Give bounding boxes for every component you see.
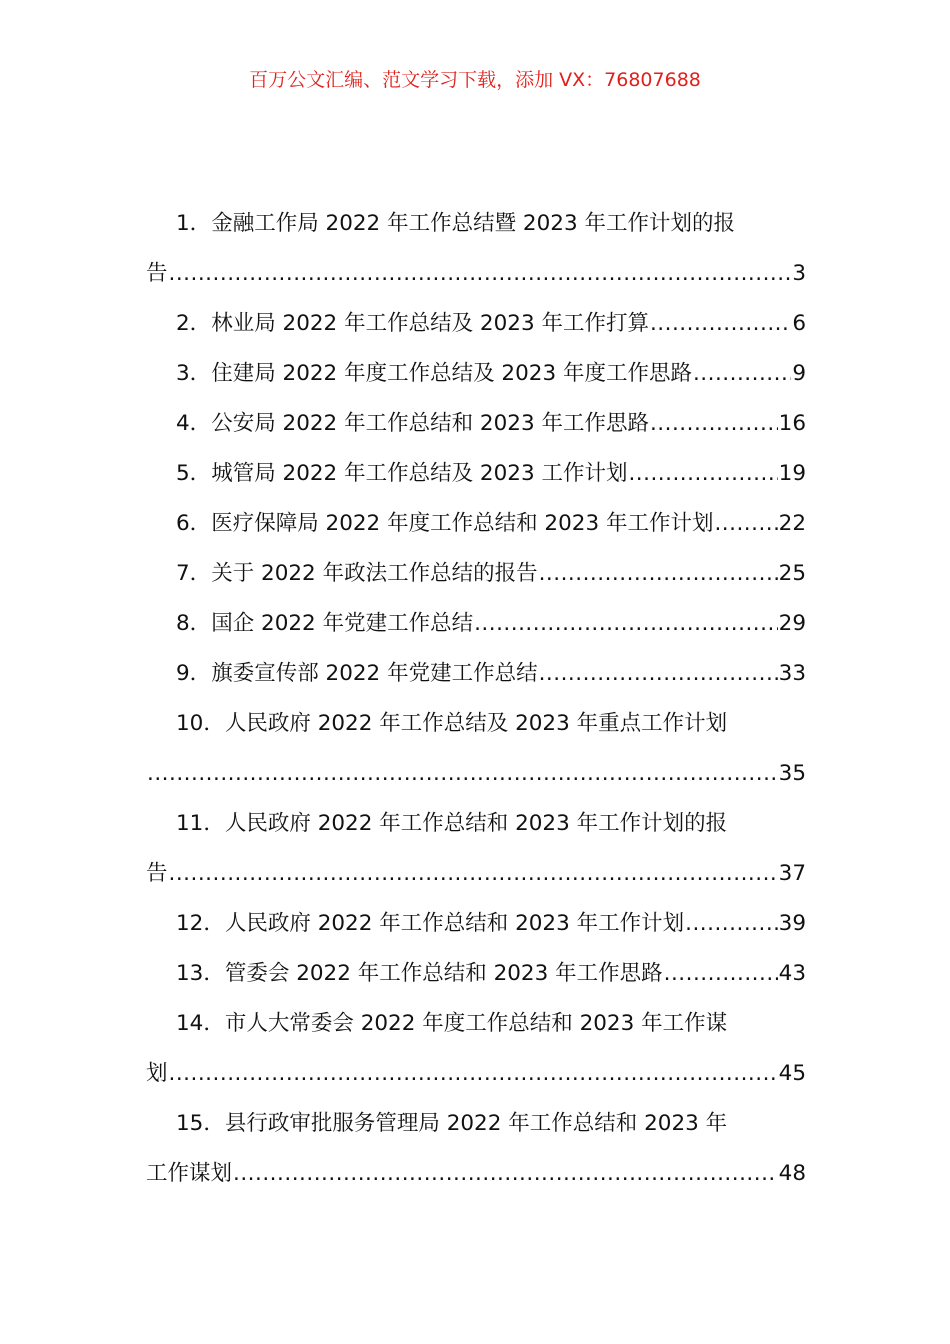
toc-entry-number: 2． — [176, 311, 212, 336]
dot-leader — [650, 406, 778, 442]
toc-entry-title: 人民政府 2022 年工作总结和 2023 年工作计划的报 — [224, 811, 728, 836]
toc-entry-14-line1[interactable] — [146, 1006, 806, 1042]
toc-entry-2[interactable] — [146, 306, 806, 342]
toc-entry-10-line2[interactable] — [146, 756, 806, 792]
toc-entry-number: 5． — [176, 461, 212, 486]
toc-entry-title: 住建局 2022 年度工作总结及 2023 年度工作思路 — [211, 361, 692, 386]
dot-leader — [169, 856, 778, 892]
toc-entry-title: 人民政府 2022 年工作总结及 2023 年重点工作计划 — [224, 711, 728, 736]
toc-entry-page: 22 — [778, 511, 806, 536]
toc-entry-title-cont: 工作谋划 — [146, 1161, 233, 1186]
toc-entry-title: 市人大常委会 2022 年度工作总结和 2023 年工作谋 — [224, 1011, 728, 1036]
toc-entry-title: 金融工作局 2022 年工作总结暨 2023 年工作计划的报 — [211, 211, 735, 236]
toc-entry-number: 11． — [176, 811, 225, 836]
dot-leader — [650, 306, 791, 342]
dot-leader — [693, 356, 791, 392]
dot-leader — [474, 606, 778, 642]
toc-entry-number: 7． — [176, 561, 212, 586]
toc-entry-page: 3 — [792, 261, 806, 286]
toc-entry-5[interactable] — [146, 456, 806, 492]
toc-entry-1-line1[interactable] — [146, 206, 806, 242]
toc-entry-14-line2[interactable] — [146, 1056, 806, 1092]
toc-entry-title: 旗委宣传部 2022 年党建工作总结 — [211, 661, 538, 686]
toc-entry-15-line1[interactable] — [146, 1106, 806, 1142]
toc-entry-number: 10． — [176, 711, 225, 736]
toc-entry-title: 关于 2022 年政法工作总结的报告 — [211, 561, 538, 586]
toc-entry-title: 公安局 2022 年工作总结和 2023 年工作思路 — [211, 411, 649, 436]
toc-entry-page: 45 — [778, 1061, 806, 1086]
toc-entry-number: 4． — [176, 411, 212, 436]
toc-entry-number: 14． — [176, 1011, 225, 1036]
toc-entry-page: 29 — [778, 611, 806, 636]
toc-entry-title: 管委会 2022 年工作总结和 2023 年工作思路 — [224, 961, 663, 986]
toc-entry-title: 林业局 2022 年工作总结及 2023 年工作打算 — [211, 311, 649, 336]
toc-entry-title-cont: 告 — [146, 861, 168, 886]
toc-entry-12[interactable] — [146, 906, 806, 942]
toc-entry-15-line2[interactable] — [146, 1156, 806, 1192]
dot-leader — [147, 756, 778, 792]
toc-entry-3[interactable] — [146, 356, 806, 392]
toc-entry-page: 37 — [778, 861, 806, 886]
toc-entry-number: 8． — [176, 611, 212, 636]
dot-leader — [539, 556, 778, 592]
toc-entry-page: 6 — [792, 311, 806, 336]
dot-leader — [664, 956, 778, 992]
toc-entry-8[interactable] — [146, 606, 806, 642]
toc-entry-title: 人民政府 2022 年工作总结和 2023 年工作计划 — [224, 911, 685, 936]
toc-entry-title: 国企 2022 年党建工作总结 — [211, 611, 474, 636]
header-banner: 百万公文汇编、范文学习下载，添加 VX：76807688 — [249, 69, 701, 91]
dot-leader — [169, 1056, 778, 1092]
toc-entry-1-line2[interactable] — [146, 256, 806, 292]
toc-entry-7[interactable] — [146, 556, 806, 592]
dot-leader — [685, 906, 778, 942]
toc-entry-page: 35 — [778, 761, 806, 786]
toc-entry-title-cont: 告 — [146, 261, 168, 286]
toc-entry-page: 48 — [778, 1161, 806, 1186]
toc-entry-number: 15． — [176, 1111, 225, 1136]
toc-entry-number: 6． — [176, 511, 212, 536]
toc-entry-title-cont: 划 — [146, 1061, 168, 1086]
toc-entry-page: 39 — [778, 911, 806, 936]
toc-entry-10-line1[interactable] — [146, 706, 806, 742]
toc-entry-number: 12． — [176, 911, 225, 936]
toc-entry-number: 9． — [176, 661, 212, 686]
dot-leader — [714, 506, 777, 542]
toc-entry-number: 13． — [176, 961, 225, 986]
toc-entry-page: 16 — [778, 411, 806, 436]
dot-leader — [233, 1156, 778, 1192]
dot-leader — [628, 456, 777, 492]
toc-entry-number: 1． — [176, 211, 212, 236]
toc-entry-4[interactable] — [146, 406, 806, 442]
toc-entry-title: 城管局 2022 年工作总结及 2023 工作计划 — [211, 461, 628, 486]
toc-entry-9[interactable] — [146, 656, 806, 692]
toc-entry-title: 县行政审批服务管理局 2022 年工作总结和 2023 年 — [224, 1111, 728, 1136]
toc-entry-11-line1[interactable] — [146, 806, 806, 842]
toc-entry-page: 9 — [792, 361, 806, 386]
toc-entry-page: 19 — [778, 461, 806, 486]
toc-entry-6[interactable] — [146, 506, 806, 542]
dot-leader — [539, 656, 778, 692]
toc-entry-13[interactable] — [146, 956, 806, 992]
toc-entry-number: 3． — [176, 361, 212, 386]
toc-entry-11-line2[interactable] — [146, 856, 806, 892]
toc-entry-page: 33 — [778, 661, 806, 686]
dot-leader — [169, 256, 792, 292]
toc-entry-page: 43 — [778, 961, 806, 986]
toc-entry-title: 医疗保障局 2022 年度工作总结和 2023 年工作计划 — [211, 511, 714, 536]
toc-entry-page: 25 — [778, 561, 806, 586]
